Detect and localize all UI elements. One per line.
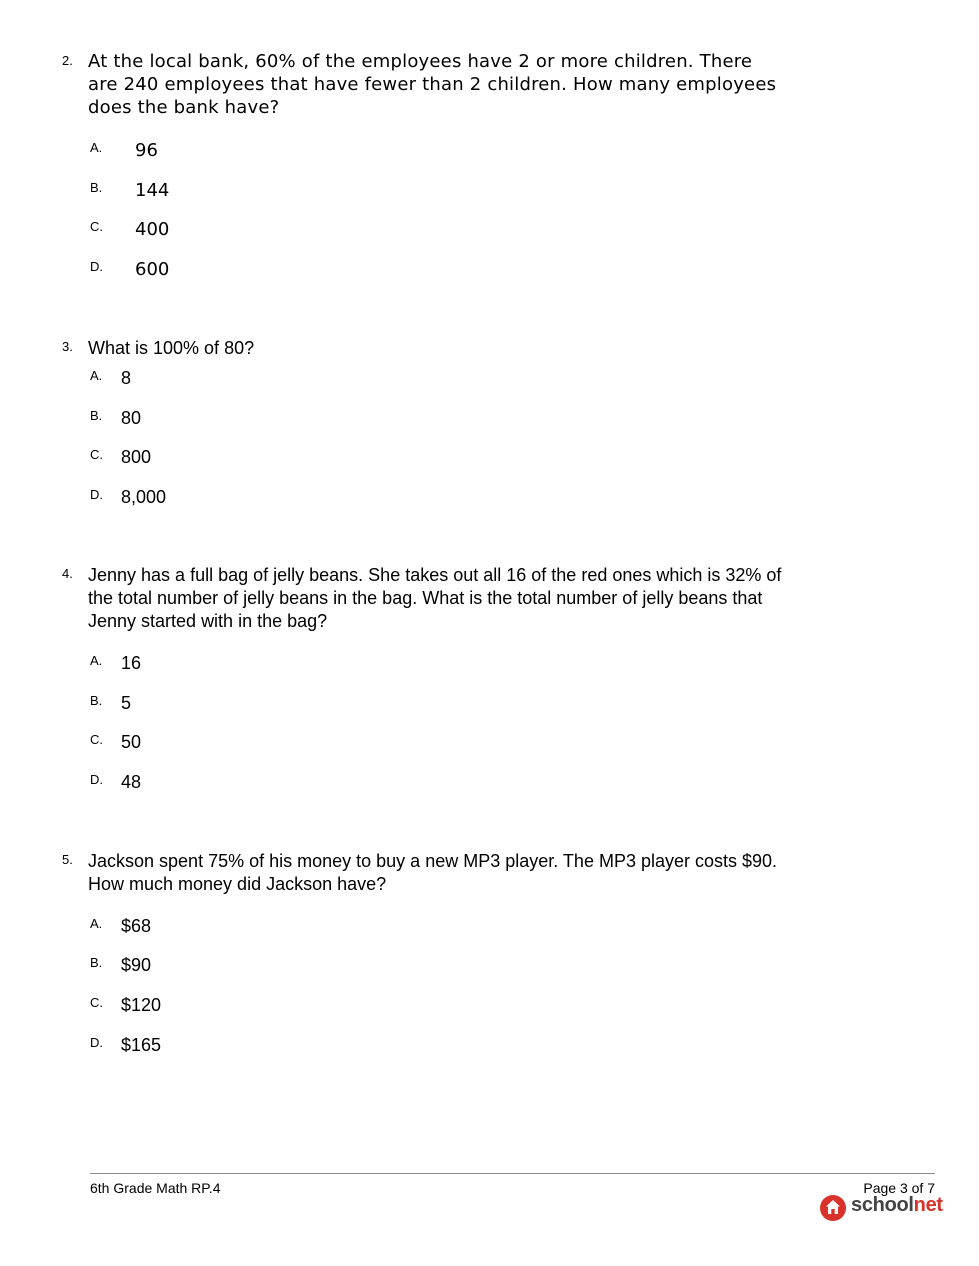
option-value: 5 <box>121 693 132 713</box>
house-icon <box>820 1195 846 1221</box>
option-value: 96 <box>135 140 158 161</box>
question-text: Jackson spent 75% of his money to buy a new MP3 player. The MP3 player costs $90. How much money did Jackson have? <box>88 851 778 894</box>
option-value: 800 <box>121 447 152 467</box>
option-d[interactable] <box>0 259 400 283</box>
option-letter: C. <box>90 447 103 462</box>
option-letter: B. <box>90 693 103 708</box>
option-value: 80 <box>121 408 142 428</box>
question-text: At the local bank, 60% of the employees have 2 or more children. There are 240 employees that have fewer than 2 children. How many employees does the bank have? <box>88 51 777 118</box>
question-number: 2. <box>62 53 73 68</box>
option-value: $68 <box>121 916 152 936</box>
question-text: What is 100% of 80? <box>88 338 255 358</box>
option-a[interactable] <box>0 140 400 164</box>
question-text: Jenny has a full bag of jelly beans. She takes out all 16 of the red ones which is 32% of the total number of jelly beans in the bag. What is the total number of jelly beans that Jenny started with in the bag? <box>88 565 782 631</box>
option-value: 400 <box>135 219 170 240</box>
option-b[interactable] <box>0 693 400 717</box>
option-letter: B. <box>90 955 103 970</box>
option-b[interactable] <box>0 408 400 432</box>
option-letter: D. <box>90 1035 103 1050</box>
option-value: 144 <box>135 180 170 201</box>
option-c[interactable] <box>0 995 400 1019</box>
option-letter: D. <box>90 259 103 274</box>
option-letter: A. <box>90 368 103 383</box>
schoolnet-logo <box>820 1194 943 1222</box>
option-letter: B. <box>90 180 103 195</box>
footer-divider <box>90 1173 935 1174</box>
option-value: 8 <box>121 368 132 388</box>
option-b[interactable] <box>0 180 400 204</box>
option-letter: D. <box>90 772 103 787</box>
question-number: 5. <box>62 852 73 867</box>
option-a[interactable] <box>0 368 400 392</box>
option-b[interactable] <box>0 955 400 979</box>
option-value: 16 <box>121 653 142 673</box>
footer-page-number: Page 3 of 7 <box>863 1180 935 1196</box>
option-letter: C. <box>90 732 103 747</box>
option-c[interactable] <box>0 219 400 243</box>
option-value: 48 <box>121 772 142 792</box>
option-letter: A. <box>90 653 103 668</box>
question-number: 3. <box>62 339 73 354</box>
option-letter: A. <box>90 140 103 155</box>
option-value: $165 <box>121 1035 162 1055</box>
option-value: 8,000 <box>121 487 167 507</box>
option-value: 600 <box>135 259 170 280</box>
logo-word-school: school <box>851 1194 914 1216</box>
footer-course: 6th Grade Math RP.4 <box>90 1180 221 1196</box>
option-a[interactable] <box>0 916 400 940</box>
option-letter: B. <box>90 408 103 423</box>
option-d[interactable] <box>0 772 400 796</box>
option-value: $90 <box>121 955 152 975</box>
option-a[interactable] <box>0 653 400 677</box>
option-letter: D. <box>90 487 103 502</box>
option-value: $120 <box>121 995 162 1015</box>
option-d[interactable] <box>0 1035 400 1059</box>
option-letter: C. <box>90 995 103 1010</box>
option-c[interactable] <box>0 447 400 471</box>
logo-word-net: net <box>913 1194 943 1216</box>
option-value: 50 <box>121 732 142 752</box>
option-d[interactable] <box>0 487 400 511</box>
question-number: 4. <box>62 566 73 581</box>
option-letter: C. <box>90 219 103 234</box>
option-c[interactable] <box>0 732 400 756</box>
logo-wordmark <box>851 1194 943 1217</box>
option-letter: A. <box>90 916 103 931</box>
